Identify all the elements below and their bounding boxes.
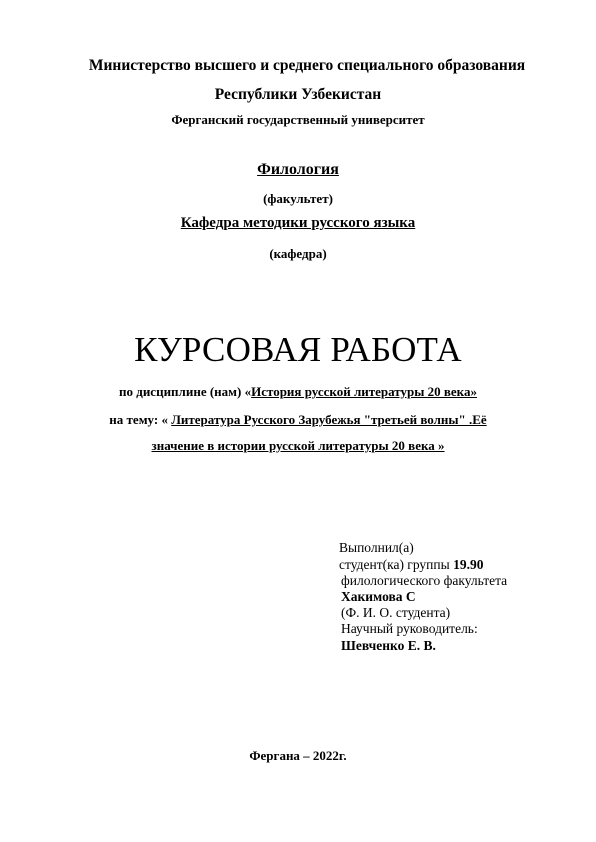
student-caption: (Ф. И. О. студента) <box>341 605 451 620</box>
done-by-label: Выполнил(а) <box>339 540 414 555</box>
student-faculty: филологического факультета <box>341 573 508 588</box>
topic-text-line1: Литература Русского Зарубежья "третьей волны" .Её <box>171 412 487 427</box>
group-label: студент(ка) группы <box>339 557 454 572</box>
discipline-prefix: по дисциплине (нам) « <box>119 384 252 399</box>
department-caption: (кафедра) <box>269 246 327 261</box>
university-name: Ферганский государственный университет <box>171 112 425 127</box>
ministry-line2: Республики Узбекистан <box>214 86 382 103</box>
supervisor-label: Научный руководитель: <box>341 621 478 636</box>
group-value: 19.90 <box>453 557 484 572</box>
student-name: Хакимова С <box>341 589 416 604</box>
supervisor-name: Шевченко Е. В. <box>341 638 436 653</box>
topic-prefix: на тему: « <box>109 412 172 427</box>
department-name: Кафедра методики русского языка <box>180 215 416 231</box>
document-title: КУРСОВАЯ РАБОТА <box>134 330 462 369</box>
footer-city-year: Фергана – 2022г. <box>249 748 347 763</box>
topic-line1 <box>0 412 596 428</box>
faculty-name: Филология <box>257 161 339 178</box>
faculty-caption: (факультет) <box>263 191 333 206</box>
group-line <box>339 558 483 572</box>
discipline-line <box>0 384 596 400</box>
discipline-name: История русской литературы 20 века» <box>251 384 477 399</box>
topic-text-line2: значение в истории русской литературы 20 века » <box>151 438 445 453</box>
ministry-line1: Министерство высшего и среднего специального образования <box>88 57 526 74</box>
